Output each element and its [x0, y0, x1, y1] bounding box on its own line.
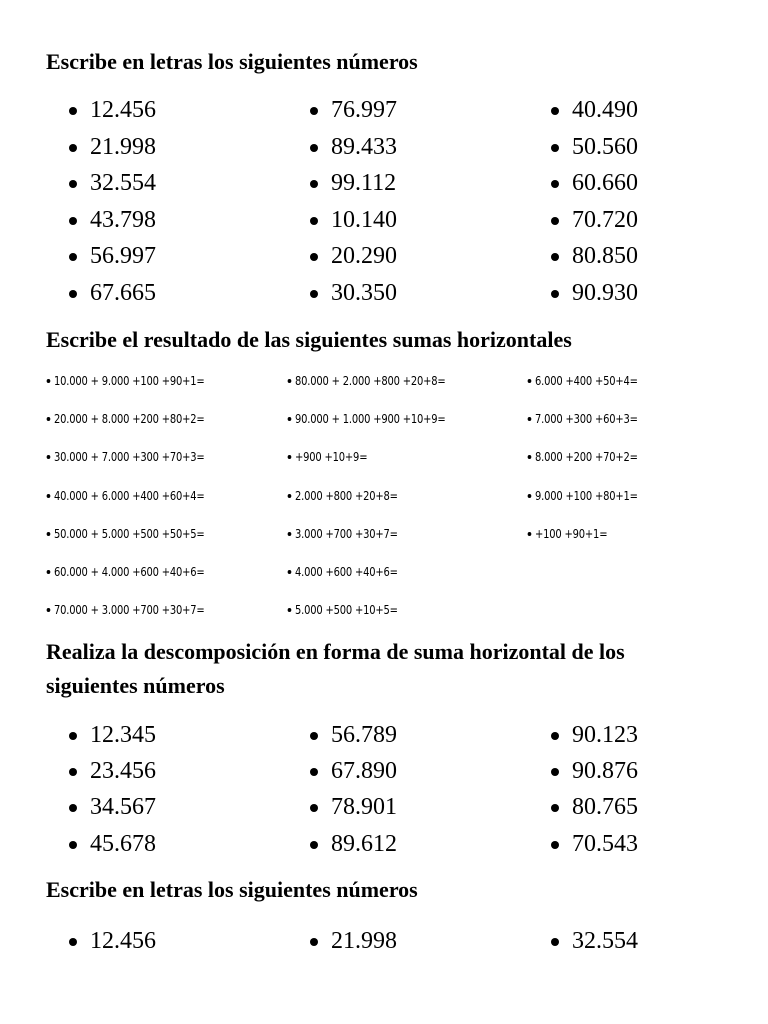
sum-exercise-item: 7.000 +300 +60+3=	[535, 412, 638, 427]
number-item: 90.930	[572, 275, 638, 311]
sum-exercise-item: 2.000 +800 +20+8=	[295, 488, 398, 503]
number-item: 50.560	[572, 129, 638, 165]
number-item: 34.567	[90, 789, 156, 825]
sum-exercise-item: 50.000 + 5.000 +500 +50+5=	[54, 526, 205, 541]
number-item: 12.345	[90, 717, 156, 753]
number-item: 80.765	[572, 789, 638, 825]
sum-exercise-item: 10.000 + 9.000 +100 +90+1=	[54, 374, 205, 388]
number-item: 99.112	[331, 165, 396, 201]
number-item: 10.140	[331, 202, 397, 238]
number-item: 12.456	[90, 92, 156, 128]
number-item: 45.678	[90, 826, 156, 862]
number-item: 40.490	[572, 92, 638, 128]
sum-exercise-item: +100 +90+1=	[535, 526, 608, 541]
section-4-title: Escribe en letras los siguientes números	[46, 877, 418, 902]
number-item: 32.554	[90, 165, 156, 201]
sum-exercise-item: 5.000 +500 +10+5=	[295, 603, 398, 618]
number-item: 43.798	[90, 202, 156, 238]
number-item: 21.998	[90, 129, 156, 165]
sum-exercise-item: +900 +10+9=	[295, 450, 368, 465]
sum-exercise-item: 8.000 +200 +70+2=	[535, 450, 638, 465]
sum-exercise-item: 20.000 + 8.000 +200 +80+2=	[54, 412, 205, 427]
number-item: 70.543	[572, 826, 638, 862]
number-item: 67.665	[90, 275, 156, 311]
number-item: 70.720	[572, 202, 638, 238]
number-item: 67.890	[331, 753, 397, 789]
sum-exercise-item: 6.000 +400 +50+4=	[535, 374, 638, 388]
section-2-title: Escribe el resultado de las siguientes sumas horizontales	[46, 327, 572, 352]
number-item: 89.612	[331, 826, 397, 862]
number-item: 89.433	[331, 129, 397, 165]
number-item: 12.456	[90, 923, 156, 959]
sum-exercise-item: 70.000 + 3.000 +700 +30+7=	[54, 603, 205, 618]
number-item: 90.876	[572, 753, 638, 789]
sum-exercise-item: 90.000 + 1.000 +900 +10+9=	[295, 412, 446, 427]
number-item: 78.901	[331, 789, 397, 825]
number-item: 56.789	[331, 717, 397, 753]
number-item: 80.850	[572, 238, 638, 274]
sum-exercise-item: 40.000 + 6.000 +400 +60+4=	[54, 488, 205, 503]
section-3-title-line-2: siguientes números	[46, 673, 225, 698]
number-item: 32.554	[572, 923, 638, 959]
number-item: 20.290	[331, 238, 397, 274]
section-3-title	[46, 635, 746, 703]
sum-exercise-item: 60.000 + 4.000 +600 +40+6=	[54, 565, 205, 579]
sum-exercise-item: 30.000 + 7.000 +300 +70+3=	[54, 450, 205, 465]
sum-exercise-item: 3.000 +700 +30+7=	[295, 526, 398, 541]
number-item: 30.350	[331, 275, 397, 311]
section-1-title: Escribe en letras los siguientes números	[46, 49, 418, 74]
number-item: 90.123	[572, 717, 638, 753]
sum-exercise-item: 80.000 + 2.000 +800 +20+8=	[295, 374, 446, 388]
sum-exercise-item: 4.000 +600 +40+6=	[295, 565, 398, 579]
number-item: 23.456	[90, 753, 156, 789]
number-item: 76.997	[331, 92, 397, 128]
number-item: 60.660	[572, 165, 638, 201]
sum-exercise-item: 9.000 +100 +80+1=	[535, 488, 638, 503]
number-item: 21.998	[331, 923, 397, 959]
section-3-title-line-1: Realiza la descomposición en forma de suma horizontal de los	[46, 639, 625, 664]
number-item: 56.997	[90, 238, 156, 274]
